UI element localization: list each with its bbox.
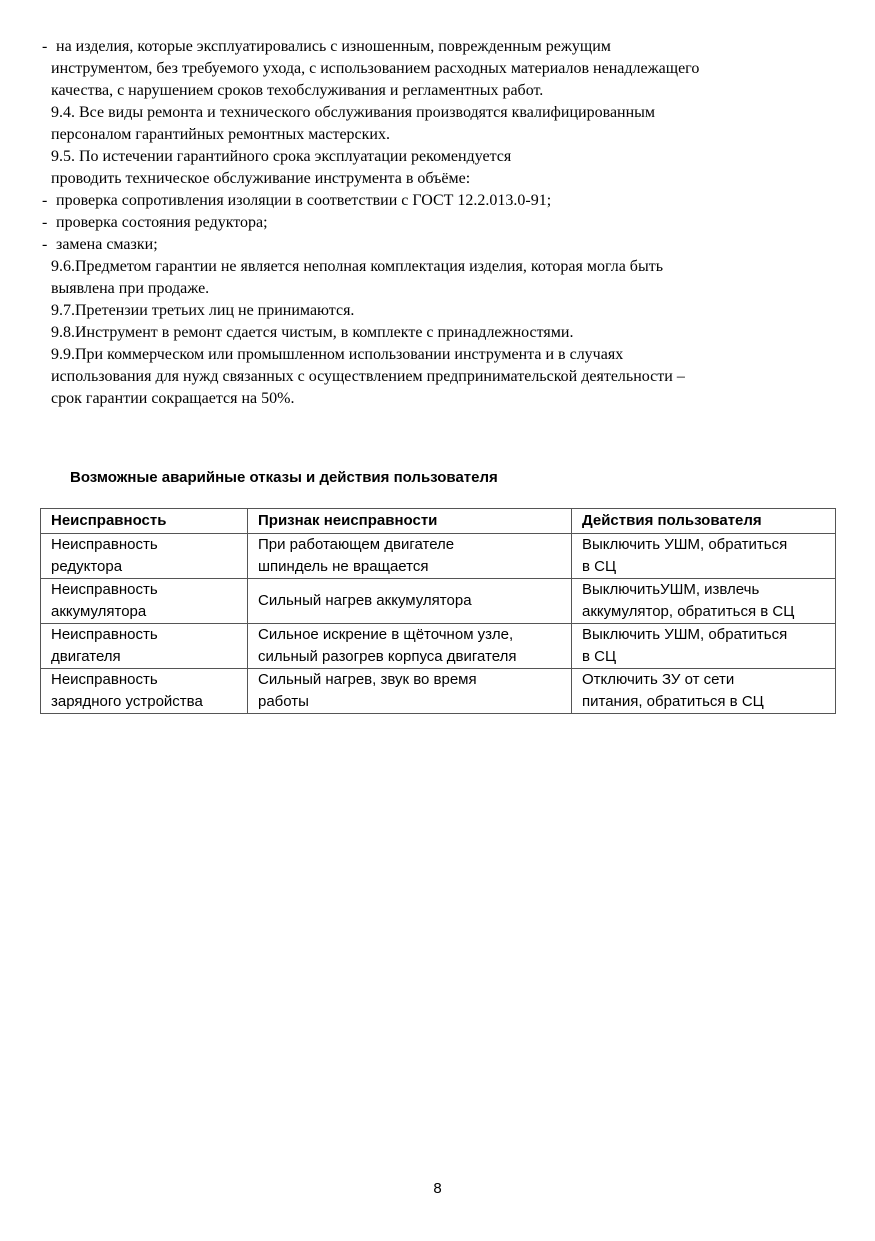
fault-cell (41, 669, 248, 714)
table-row (41, 624, 836, 669)
text-line (0, 190, 875, 212)
fault-cell (41, 624, 248, 669)
action-cell (572, 624, 836, 669)
cell-line: аккумулятора (51, 603, 147, 620)
action-cell (572, 534, 836, 579)
symptom-cell (248, 669, 572, 714)
cell-line: двигателя (51, 648, 121, 665)
fault-cell (41, 534, 248, 579)
table-body (41, 534, 836, 714)
cell-line: в СЦ (582, 648, 617, 665)
cell-line: Неисправность (51, 671, 158, 688)
cell-line: работы (258, 693, 309, 710)
cell-line: шпиндель не вращается (258, 558, 429, 575)
cell-line: Неисправность (51, 581, 158, 598)
line-text: 9.4. Все виды ремонта и технического обслуживания производятся квалифицированным (51, 104, 656, 121)
cell-line: Неисправность (51, 626, 158, 643)
text-line (0, 124, 875, 146)
list-dash: - (42, 38, 48, 55)
line-text: 9.9.При коммерческом или промышленном использовании инструмента и в случаях (51, 346, 624, 363)
line-text: проверка сопротивления изоляции в соответствии с ГОСТ 12.2.013.0-91; (56, 192, 552, 209)
table-header-row (41, 509, 836, 534)
text-line (0, 212, 875, 234)
line-text: выявлена при продаже. (51, 280, 210, 297)
list-dash: - (42, 214, 48, 231)
header-symptom: Признак неисправности (248, 509, 572, 534)
fault-cell (41, 579, 248, 624)
text-line (0, 366, 875, 388)
line-text: качества, с нарушением сроков техобслуживания и регламентных работ. (51, 82, 544, 99)
text-line (0, 300, 875, 322)
warranty-text (0, 36, 875, 410)
cell-line: При работающем двигателе (258, 536, 455, 553)
cell-line: редуктора (51, 558, 123, 575)
line-text: проверка состояния редуктора; (56, 214, 268, 231)
table-row (41, 534, 836, 579)
text-line (0, 168, 875, 190)
text-line (0, 322, 875, 344)
line-text: персоналом гарантийных ремонтных мастерских. (51, 126, 390, 143)
line-text: 9.7.Претензии третьих лиц не принимаются. (51, 302, 355, 319)
text-line (0, 80, 875, 102)
text-line (0, 146, 875, 168)
page-number: 8 (433, 1180, 442, 1197)
line-text: 9.6.Предметом гарантии не является неполная комплектация изделия, которая могла быть (51, 258, 663, 275)
line-text: замена смазки; (56, 236, 158, 253)
symptom-cell (248, 579, 572, 624)
line-text: 9.5. По истечении гарантийного срока эксплуатации рекомендуется (51, 148, 512, 165)
table-row (41, 669, 836, 714)
action-cell (572, 579, 836, 624)
line-text: использования для нужд связанных с осуществлением предпринимательской деятельности – (51, 368, 685, 385)
cell-line: питания, обратиться в СЦ (582, 693, 764, 710)
text-line (0, 36, 875, 58)
text-line (0, 278, 875, 300)
cell-line: Отключить ЗУ от сети (582, 671, 735, 688)
list-dash: - (42, 192, 48, 209)
cell-line: Выключить УШМ, обратиться (582, 626, 788, 643)
cell-line: в СЦ (582, 558, 617, 575)
symptom-cell (248, 534, 572, 579)
line-text: инструментом, без требуемого ухода, с использованием расходных материалов ненадлежащего (51, 60, 700, 77)
cell-line: Неисправность (51, 536, 158, 553)
section-heading: Возможные аварийные отказы и действия пользователя (70, 469, 498, 486)
cell-line: ВыключитьУШМ, извлечь (582, 581, 760, 598)
action-cell (572, 669, 836, 714)
cell-line: Выключить УШМ, обратиться (582, 536, 788, 553)
list-dash: - (42, 236, 48, 253)
line-text: срок гарантии сокращается на 50%. (51, 390, 295, 407)
table-row (41, 579, 836, 624)
symptom-cell (248, 624, 572, 669)
text-line (0, 102, 875, 124)
text-line (0, 234, 875, 256)
line-text: на изделия, которые эксплуатировались с изношенным, поврежденным режущим (56, 38, 611, 55)
cell-line: аккумулятор, обратиться в СЦ (582, 603, 795, 620)
text-line (0, 344, 875, 366)
cell-line: зарядного устройства (51, 693, 203, 710)
header-fault: Неисправность (41, 509, 248, 534)
text-line (0, 256, 875, 278)
text-line (0, 388, 875, 410)
line-text: проводить техническое обслуживание инструмента в объёме: (51, 170, 471, 187)
faults-table (40, 508, 836, 714)
cell-line: Сильный нагрев, звук во время (258, 671, 477, 688)
line-text: 9.8.Инструмент в ремонт сдается чистым, в комплекте с принадлежностями. (51, 324, 574, 341)
cell-line: Сильный нагрев аккумулятора (258, 592, 472, 609)
cell-line: сильный разогрев корпуса двигателя (258, 648, 517, 665)
header-action: Действия пользователя (572, 509, 836, 534)
text-line (0, 58, 875, 80)
cell-line: Сильное искрение в щёточном узле, (258, 626, 514, 643)
